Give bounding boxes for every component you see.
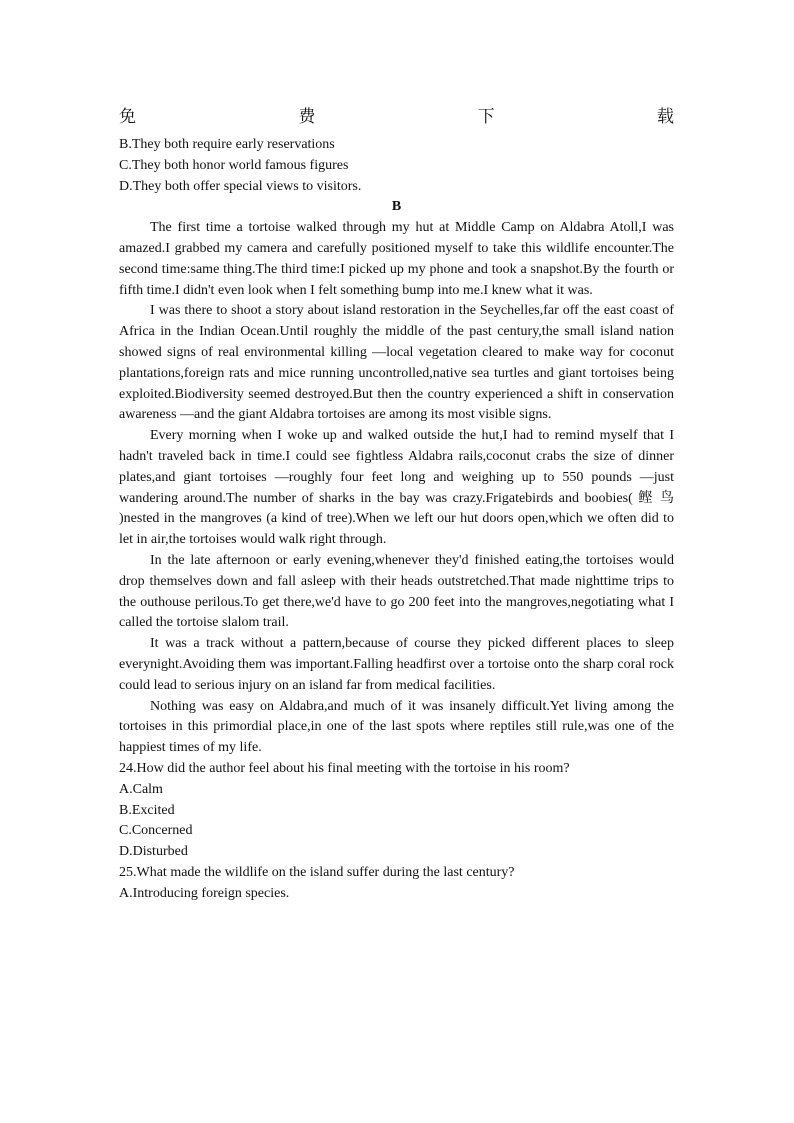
header-char-1: 免 — [119, 107, 136, 126]
question-24-option-d: D.Disturbed — [119, 844, 188, 860]
question-25-stem: 25.What made the wildlife on the island suffer during the last century? — [119, 864, 515, 880]
paragraph-5: It was a track without a pattern,because of course they picked different places to sleep everynight.Avoiding them was important.Falling headfirst over a tortoise onto the sharp coral rock could lead to serious injury on an island far from medical facilities. — [119, 636, 674, 693]
prev-option-c: C.They both honor world famous figures — [119, 157, 349, 173]
document-page — [119, 105, 674, 904]
paragraph-1: The first time a tortoise walked through my hut at Middle Camp on Aldabra Atoll,I was amazed.I grabbed my camera and carefully positioned myself to take this wildlife encounter.The second time:same thing.The third time:I picked up my phone and took a snapshot.By the fourth or fifth time.I didn't even look when I felt something bump into me.I knew what it was. — [119, 220, 674, 298]
prev-option-b: B.They both require early reservations — [119, 137, 335, 152]
header-char-2: 费 — [298, 107, 316, 126]
header-char-4: 载 — [656, 107, 674, 126]
question-24-option-b: B.Excited — [119, 802, 175, 818]
paragraph-2: I was there to shoot a story about island restoration in the Seychelles,far off the east coast of Africa in the Indian Ocean.Until roughly the middle of the past century,the small island nation showed signs of real environmental killing —local vegetation cleared to make way for coconut plantations,foreign rats and mice running uncontrolled,native sea turtles and giant tortoises being exploited.Biodiversity seemed destroyed.But then the country experienced a shift in conservation awareness —and the giant Aldabra tortoises are among its most visible signs. — [119, 303, 674, 423]
page-header — [119, 105, 674, 129]
paragraph-4: In the late afternoon or early evening,whenever they'd finished eating,the tortoises would drop themselves down and fall asleep with their heads outstretched.That made nighttime trips to the outhouse perilous.To get there,we'd have to go 200 feet into the mangroves,negotiating what I called the tortoise slalom trail. — [119, 552, 674, 631]
question-25-option-a: A.Introducing foreign species. — [119, 885, 290, 901]
question-24-option-c: C.Concerned — [119, 823, 193, 839]
header-char-3: 下 — [477, 107, 495, 126]
prev-option-d: D.They both offer special views to visitors. — [119, 178, 362, 194]
question-24-stem: 24.How did the author feel about his final meeting with the tortoise in his room? — [119, 760, 570, 776]
paragraph-6: Nothing was easy on Aldabra,and much of it was insanely difficult.Yet living among the tortoises in this primordial place,in one of the last spots where reptiles still rule,was one of the happiest times of my life. — [119, 698, 674, 756]
paragraph-3: Every morning when I woke up and walked outside the hut,I had to remind myself that I hadn't traveled back in time.I could see fightless Aldabra rails,coconut crabs the size of dinner plates,and giant tortoises —roughly four feet long and weighing up to 550 pounds —just wandering around.The number of sharks in the bay was crazy.Frigatebirds and boobies( 鲣 鸟 )nested in the mangroves (a kind of tree).When we left our hut doors open,which we often did to let in air,the tortoises would walk right through. — [119, 428, 674, 548]
question-24-option-a: A.Calm — [119, 781, 163, 797]
section-label: B — [391, 199, 402, 215]
